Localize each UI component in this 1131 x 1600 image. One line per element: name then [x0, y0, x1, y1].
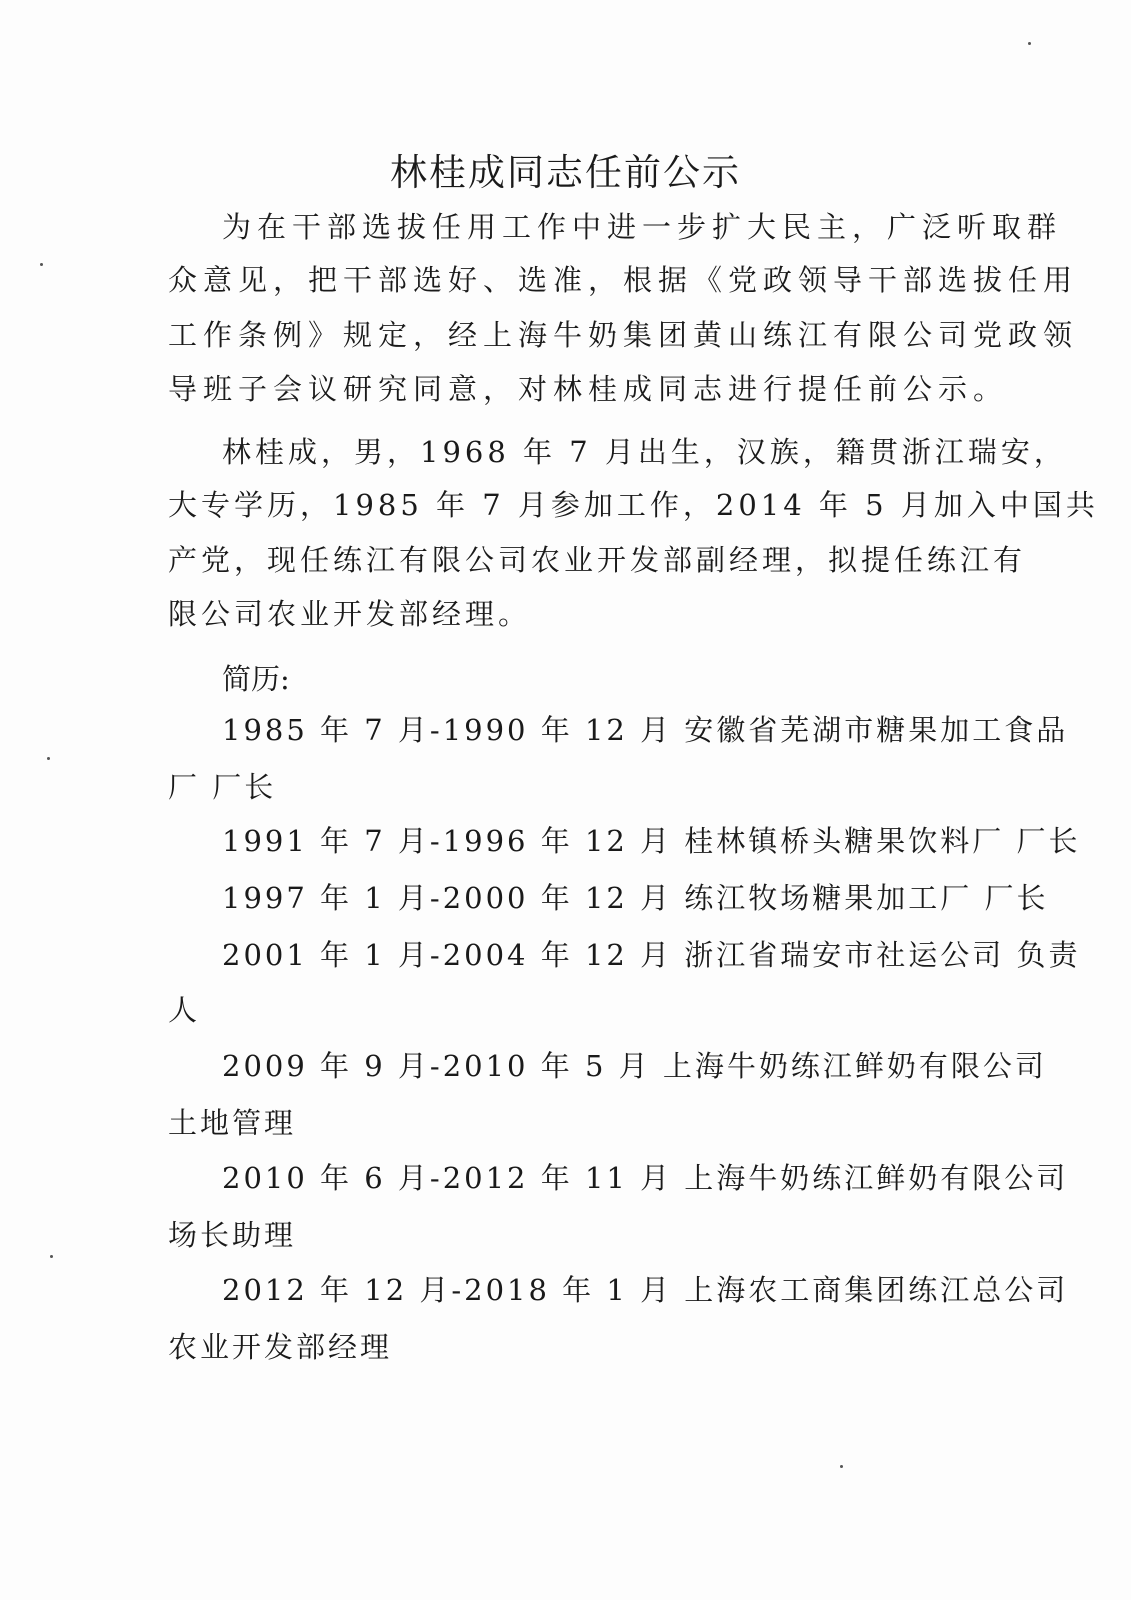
profile-line-3: 产党，现任练江有限公司农业开发部副经理，拟提任练江有: [168, 543, 1027, 577]
resume-line: 农业开发部经理: [168, 1330, 393, 1364]
resume-line: 人: [168, 993, 201, 1027]
scan-speck: [47, 757, 50, 760]
scan-speck: [50, 1255, 53, 1258]
scan-speck: [1028, 42, 1031, 45]
resume-line: 厂 厂长: [168, 770, 277, 804]
resume-line: 1997 年 1 月-2000 年 12 月 练江牧场糖果加工厂 厂长: [222, 881, 1049, 915]
intro-line-2: 众意见，把干部选好、选准，根据《党政领导干部选拔任用: [168, 263, 1079, 297]
profile-line-2: 大专学历，1985 年 7 月参加工作，2014 年 5 月加入中国共: [168, 488, 1099, 522]
resume-line: 场长助理: [168, 1218, 297, 1252]
intro-line-3: 工作条例》规定，经上海牛奶集团黄山练江有限公司党政领: [168, 318, 1079, 352]
profile-line-1: 林桂成，男，1968 年 7 月出生，汉族，籍贯浙江瑞安，: [222, 435, 1067, 469]
intro-line-1: 为在干部选拔任用工作中进一步扩大民主，广泛听取群: [222, 210, 1063, 244]
resume-line: 1985 年 7 月-1990 年 12 月 安徽省芜湖市糖果加工食品: [222, 713, 1069, 747]
scan-speck: [840, 1465, 843, 1468]
resume-heading: 简历:: [222, 662, 290, 696]
profile-line-4: 限公司农业开发部经理。: [168, 597, 532, 631]
resume-line: 土地管理: [168, 1106, 297, 1140]
resume-line: 2012 年 12 月-2018 年 1 月 上海农工商集团练江总公司: [222, 1273, 1069, 1307]
intro-line-4: 导班子会议研究同意，对林桂成同志进行提任前公示。: [168, 372, 1009, 406]
resume-line: 2001 年 1 月-2004 年 12 月 浙江省瑞安市社运公司 负责: [222, 938, 1081, 972]
page-title: 林桂成同志任前公示: [390, 151, 741, 194]
resume-line: 2009 年 9 月-2010 年 5 月 上海牛奶练江鲜奶有限公司: [222, 1049, 1047, 1083]
scan-speck: [40, 263, 43, 266]
resume-line: 1991 年 7 月-1996 年 12 月 桂林镇桥头糖果饮料厂 厂长: [222, 824, 1081, 858]
resume-line: 2010 年 6 月-2012 年 11 月 上海牛奶练江鲜奶有限公司: [222, 1161, 1069, 1195]
